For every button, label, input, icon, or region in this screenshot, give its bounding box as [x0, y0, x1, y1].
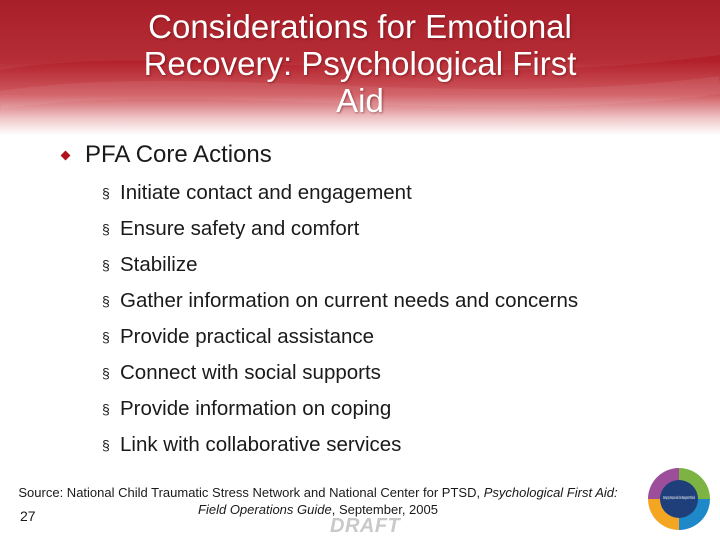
draft-watermark: DRAFT [330, 515, 401, 537]
square-bullet-icon: § [102, 257, 110, 273]
list-item [102, 391, 578, 427]
program-logo-icon [646, 466, 712, 532]
main-bullet [62, 138, 272, 172]
square-bullet-icon: § [102, 329, 110, 345]
list-item-text: Provide information on coping [120, 397, 392, 420]
list-item-text: Connect with social supports [120, 361, 381, 384]
list-item-text: Link with collaborative services [120, 433, 402, 456]
list-item [102, 247, 578, 283]
slide-title [40, 8, 680, 119]
list-item [102, 211, 578, 247]
square-bullet-icon: § [102, 365, 110, 381]
diamond-bullet-icon [61, 150, 71, 160]
square-bullet-icon: § [102, 221, 110, 237]
list-item-text: Initiate contact and engagement [120, 181, 412, 204]
page-number: 27 [20, 508, 36, 524]
list-item-text: Stabilize [120, 253, 198, 276]
list-item [102, 283, 578, 319]
core-actions-list [102, 175, 578, 463]
list-item [102, 319, 578, 355]
main-bullet-text: PFA Core Actions [85, 141, 272, 168]
slide-title-line-1: Considerations for Emotional [148, 8, 572, 45]
source-prefix: Source: National Child Traumatic Stress Network and National Center for PTSD, [18, 485, 484, 500]
source-citation [8, 484, 628, 518]
list-item [102, 355, 578, 391]
source-title: Psychological First Aid: Field Operations Guide [198, 485, 618, 517]
slide-title-line-3: Aid [336, 82, 384, 119]
square-bullet-icon: § [102, 437, 110, 453]
list-item [102, 427, 578, 463]
list-item [102, 175, 578, 211]
slide-title-line-2: Recovery: Psychological First [143, 45, 577, 82]
list-item-text: Ensure safety and comfort [120, 217, 360, 240]
list-item-text: Provide practical assistance [120, 325, 375, 348]
list-item-text: Gather information on current needs and concerns [120, 289, 579, 312]
square-bullet-icon: § [102, 185, 110, 201]
source-suffix: , September, 2005 [331, 502, 438, 517]
logo-text: Emergency Response and Crisis Management Technical [663, 495, 695, 500]
square-bullet-icon: § [102, 293, 110, 309]
square-bullet-icon: § [102, 401, 110, 417]
